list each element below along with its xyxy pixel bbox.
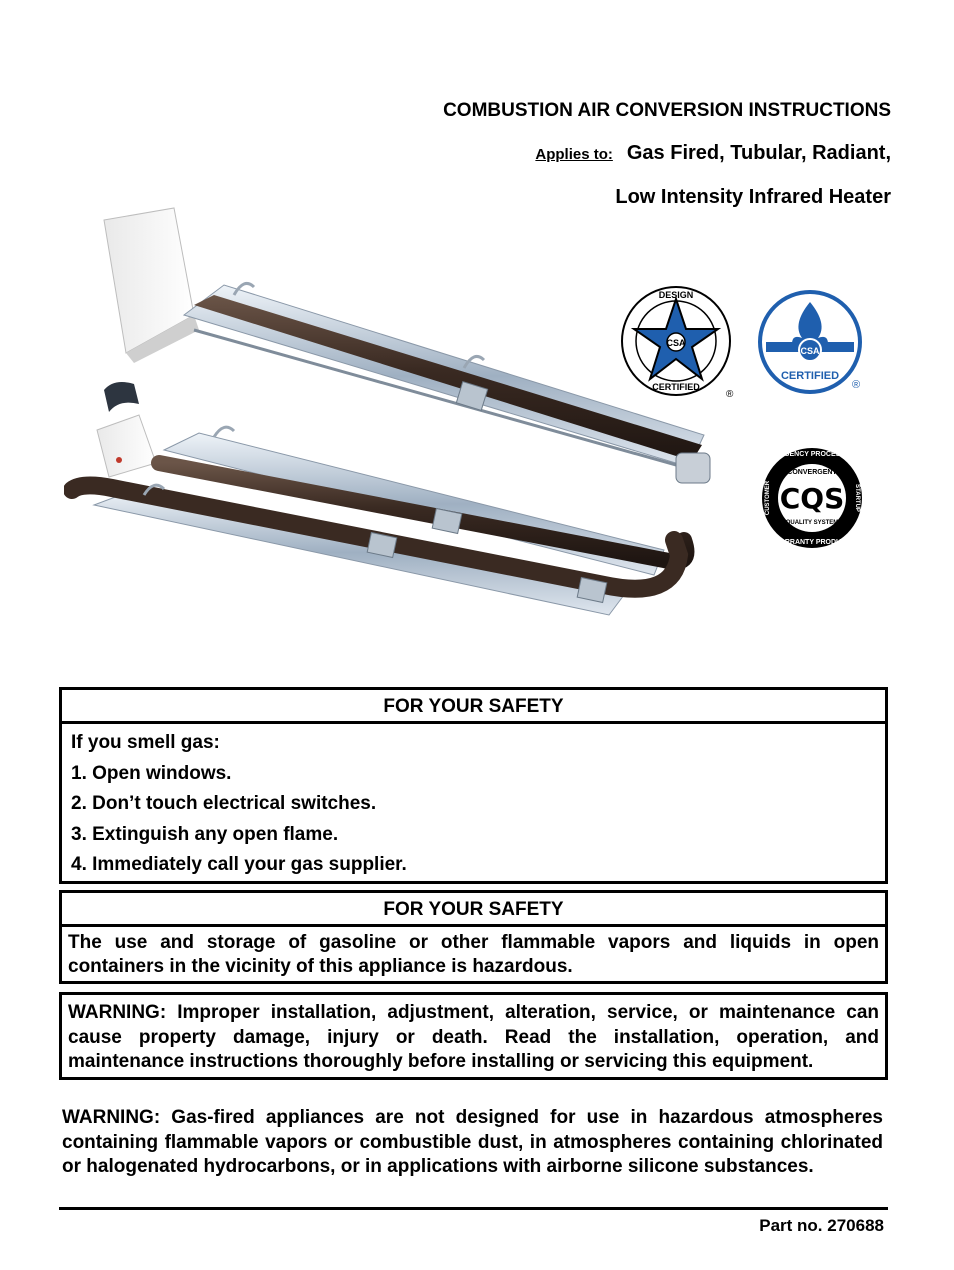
cqs-letters: CQS: [779, 482, 845, 515]
certified-logo-text: CERTIFIED: [780, 370, 840, 382]
safety-box-heading: FOR YOUR SAFETY: [62, 690, 885, 724]
indicator-light: [116, 457, 122, 463]
document-title: COMBUSTION AIR CONVERSION INSTRUCTIONS: [443, 100, 891, 121]
cqs-ring-top2: CONVERGENT: [787, 469, 837, 476]
design-logo-top-text: DESIGN: [658, 290, 694, 300]
cqs-ring-bottom: WARRANTY PRODUCT: [773, 539, 851, 546]
applies-to-value-line1: Gas Fired, Tubular, Radiant,: [626, 142, 891, 164]
safety-box-gas-smell: [59, 687, 888, 884]
cqs-ring-right: STARTUP: [854, 484, 860, 512]
bottom-divider: [59, 1207, 888, 1210]
cqs-ring-top: AGENCY PROCESS: [779, 451, 845, 458]
applies-to-label: Applies to:: [535, 146, 613, 163]
safety-line: 4. Immediately call your gas supplier.: [71, 854, 407, 875]
cqs-ring-left: CUSTOMER: [765, 480, 771, 516]
combustion-air-intake: [104, 382, 139, 412]
warning-hazardous-atmospheres: WARNING: Gas-fired appliances are not designed for use in hazardous atmospheres containing flammable vapors or combustible dust, in atmospheres containing chlorinated or halogenated hydrocarbons, or in applications with airborne silicone substances.: [62, 1107, 883, 1177]
registered-mark: ®: [726, 389, 734, 400]
design-logo-mark: CSA: [666, 338, 686, 348]
registered-mark: ®: [852, 379, 861, 391]
safety-line: 2. Don’t touch electrical switches.: [71, 793, 377, 814]
applies-to-value-line2: Low Intensity Infrared Heater: [615, 186, 891, 208]
heater-illustration: [64, 205, 714, 625]
design-certified-logo: [620, 285, 735, 400]
csa-certified-logo: [756, 290, 871, 400]
reflector-edge: [194, 330, 694, 470]
safety-box-flammable: [59, 890, 888, 984]
part-number: Part no. 270688: [759, 1216, 884, 1235]
safety-box-heading: FOR YOUR SAFETY: [62, 893, 885, 927]
cqs-logo: [760, 446, 865, 551]
safety-line: 3. Extinguish any open flame.: [71, 823, 339, 845]
safety-instructions-list: [62, 724, 885, 881]
tube-end-cap: [676, 453, 710, 483]
certified-logo-mark: CSA: [800, 346, 820, 356]
safety-flammable-text: The use and storage of gasoline or other flammable vapors and liquids in open containers in the vicinity of this appliance is hazardous.: [68, 932, 879, 977]
cqs-ring-inner: QUALITY SYSTEM: [785, 520, 839, 526]
design-logo-bottom-text: CERTIFIED: [652, 382, 700, 392]
lower-burner-box: [97, 415, 156, 477]
safety-line: 1. Open windows.: [71, 762, 232, 784]
hanger-bracket: [214, 427, 234, 437]
applies-to-row: [300, 142, 891, 165]
warning-installation-box: WARNING: Improper installation, adjustment, alteration, service, or maintenance can cause property damage, injury or death. Read the installation, operation, and maintenance instructions thoroughly before installing or servicing this equipment.: [59, 992, 888, 1080]
safety-line: If you smell gas:: [71, 732, 220, 753]
